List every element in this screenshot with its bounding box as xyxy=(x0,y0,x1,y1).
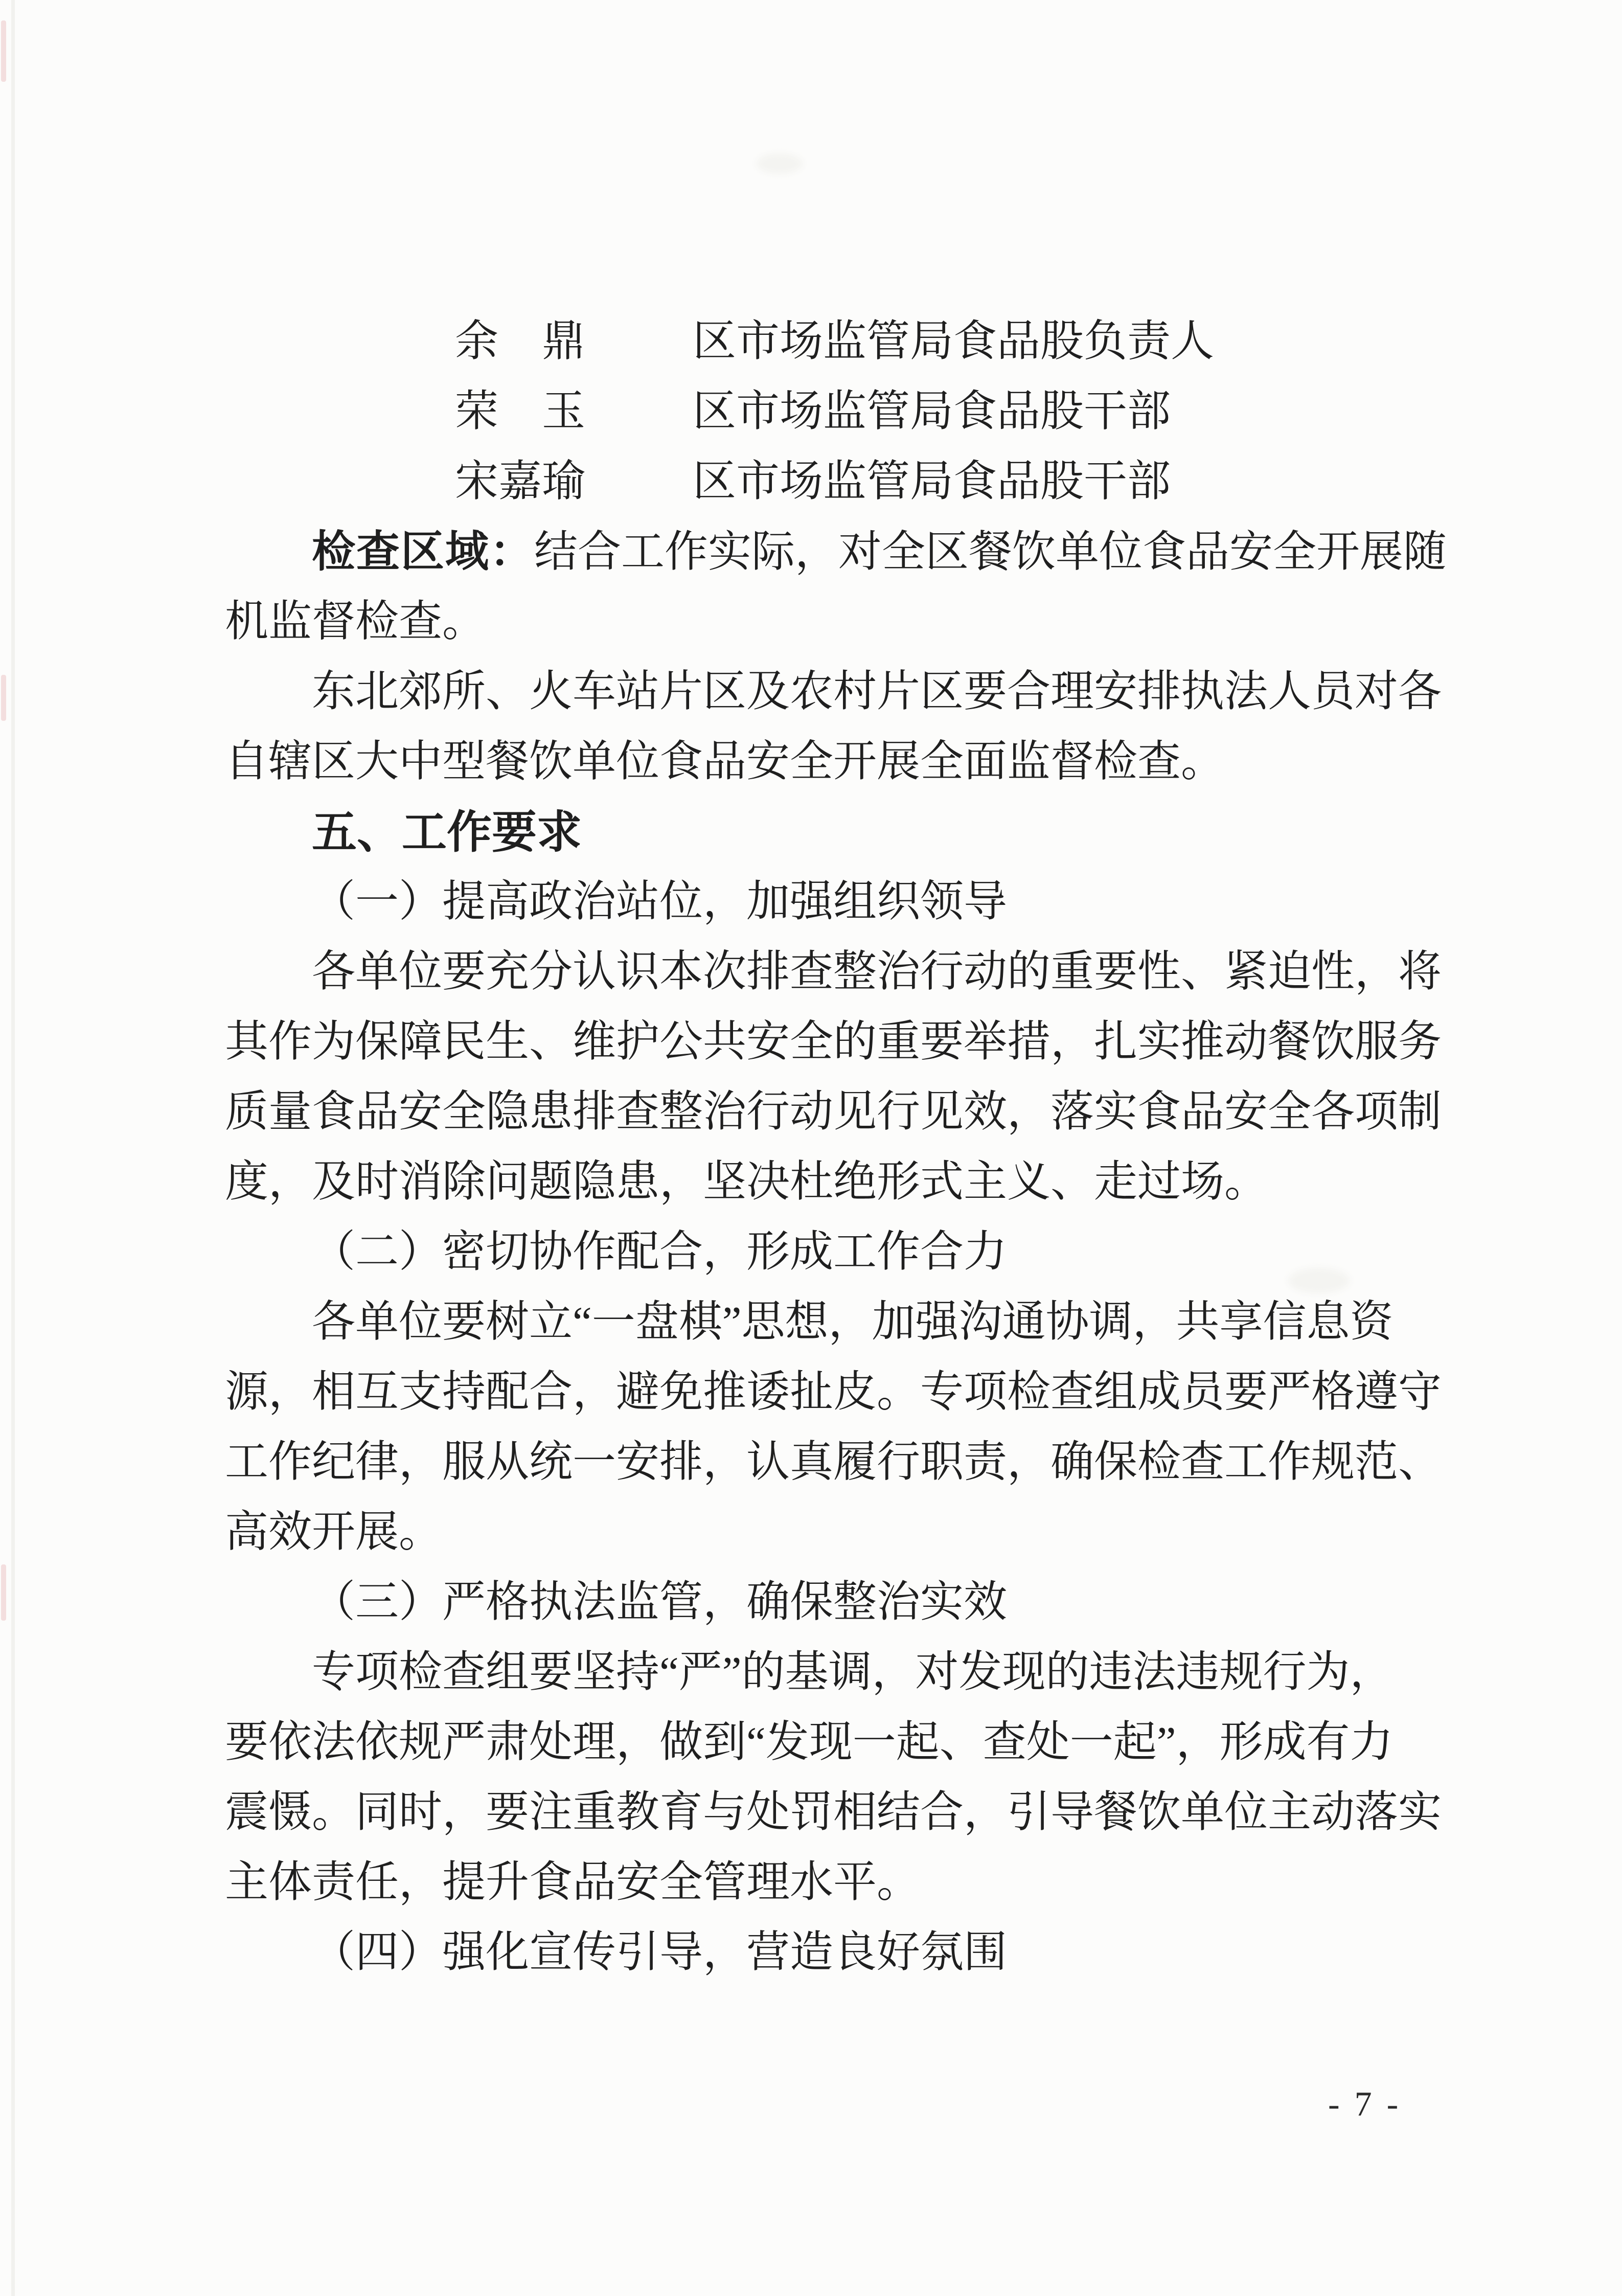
person-title: 区市场监管局食品股干部 xyxy=(693,388,1171,436)
body-line: 东北郊所、火车站片区及农村片区要合理安排执法人员对各 xyxy=(312,668,1442,716)
person-name: 宋嘉瑜 xyxy=(455,458,586,506)
body-line: 各单位要充分认识本次排查整治行动的重要性、紧迫性，将 xyxy=(312,948,1442,996)
inspection-area-line xyxy=(225,517,1447,587)
person-name: 荣 玉 xyxy=(455,388,586,436)
person-title: 区市场监管局食品股干部 xyxy=(693,458,1171,506)
page-number: - 7 - xyxy=(1328,2084,1402,2123)
scan-artifact xyxy=(757,153,803,174)
body-line: 要依法依规严肃处理，做到“发现一起、查处一起”，形成有力 xyxy=(225,1718,1393,1766)
body-line: 质量食品安全隐患排查整治行动见行见效，落实食品安全各项制 xyxy=(225,1088,1442,1136)
body-line: 度，及时消除问题隐患，坚决杜绝形式主义、走过场。 xyxy=(225,1158,1268,1206)
body-line: 工作纪律，服从统一安排，认真履行职责，确保检查工作规范、 xyxy=(225,1438,1442,1486)
body-line: 震慑。同时，要注重教育与处罚相结合，引导餐饮单位主动落实 xyxy=(225,1788,1442,1836)
document-body xyxy=(225,307,1447,1988)
person-row xyxy=(225,307,1447,377)
section-heading: 五、工作要求 xyxy=(312,807,582,857)
scan-artifact xyxy=(11,0,15,2296)
body-line: 主体责任，提升食品安全管理水平。 xyxy=(225,1858,921,1906)
body-line: 自辖区大中型餐饮单位食品安全开展全面监督检查。 xyxy=(225,738,1225,786)
body-line: 各单位要树立“一盘棋”思想，加强沟通协调，共享信息资 xyxy=(312,1298,1393,1346)
subsection-heading: （三）严格执法监管，确保整治实效 xyxy=(312,1578,1008,1626)
subsection-heading: （二）密切协作配合，形成工作合力 xyxy=(312,1228,1008,1276)
inspection-area-text: 结合工作实际，对全区餐饮单位食品安全开展随 xyxy=(534,528,1447,576)
body-line: 高效开展。 xyxy=(225,1508,443,1556)
person-row xyxy=(225,447,1447,517)
scan-artifact xyxy=(1,1564,6,1621)
body-line: 机监督检查。 xyxy=(225,598,486,646)
scan-artifact xyxy=(1,20,6,82)
body-line: 其作为保障民生、维护公共安全的重要举措，扎实推动餐饮服务 xyxy=(225,1018,1442,1066)
body-line: 源，相互支持配合，避免推诿扯皮。专项检查组成员要严格遵守 xyxy=(225,1368,1442,1416)
subsection-heading: （一）提高政治站位，加强组织领导 xyxy=(312,878,1008,926)
person-title: 区市场监管局食品股负责人 xyxy=(693,317,1215,366)
subsection-heading: （四）强化宣传引导，营造良好氛围 xyxy=(312,1928,1008,1976)
person-name: 余 鼎 xyxy=(455,317,586,366)
scan-artifact xyxy=(1,675,6,721)
body-line: 专项检查组要坚持“严”的基调，对发现的违法违规行为， xyxy=(312,1648,1393,1696)
inspection-area-label: 检查区域： xyxy=(312,528,535,576)
person-row xyxy=(225,377,1447,447)
